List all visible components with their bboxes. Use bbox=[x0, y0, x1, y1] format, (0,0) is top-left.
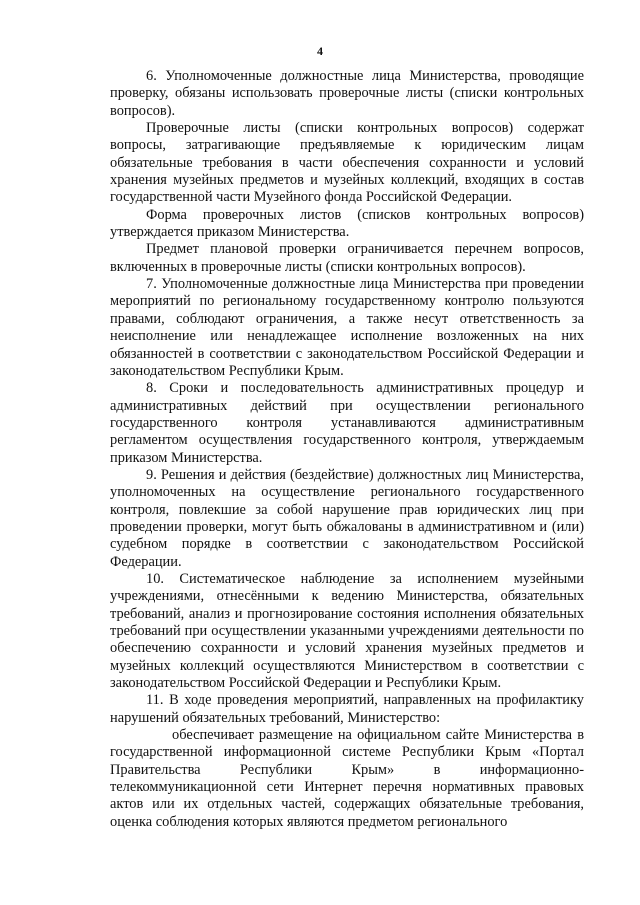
paragraph-11: 11. В ходе проведения мероприятий, направленных на профилактику нарушений обязательных требований, Министерство: bbox=[110, 692, 584, 726]
paragraph-11-item-publication: обеспечивает размещение на официальном сайте Министерства в государственной информационной системе Республики Крым «Портал Правительства Республики Крым» в информационно-телекоммуникационной сети Интернет перечня нормативных правовых актов или их отдельных частей, содержащих обязательные требования, оценка соблюдения которых являются предметом регионального bbox=[110, 727, 584, 830]
page-number: 4 bbox=[317, 44, 323, 58]
paragraph-checklists-content: Проверочные листы (списки контрольных вопросов) содержат вопросы, затрагивающие предъявляемые к юридическим лицам обязательные требования в части обеспечения сохранности и условий хранения музейных предметов и музейных коллекций, входящих в состав государственной части Музейного фонда Российской Федерации. bbox=[110, 120, 584, 206]
paragraph-10: 10. Систематическое наблюдение за исполнением музейными учреждениями, отнесёнными к ведению Министерства, обязательных требований, анализ и прогнозирование состояния исполнения обязательных требований при осуществлении указанными учреждениями деятельности по обеспечению сохранности и условий хранения музейных предметов и музейных коллекций осуществляются Министерством в соответствии с законодательством Российской Федерации и Республики Крым. bbox=[110, 570, 584, 692]
document-body bbox=[110, 68, 584, 831]
paragraph-inspection-subject: Предмет плановой проверки ограничивается перечнем вопросов, включенных в проверочные листы (списки контрольных вопросов). bbox=[110, 241, 584, 275]
paragraph-6: 6. Уполномоченные должностные лица Министерства, проводящие проверку, обязаны использовать проверочные листы (списки контрольных вопросов). bbox=[110, 68, 584, 119]
paragraph-checklist-form: Форма проверочных листов (списков контрольных вопросов) утверждается приказом Министерства. bbox=[110, 206, 584, 241]
paragraph-8: 8. Сроки и последовательность административных процедур и административных действий при осуществлении регионального государственного контроля устанавливаются административным регламентом осуществления государственного контроля, утверждаемым приказом Министерства. bbox=[110, 380, 584, 466]
paragraph-7: 7. Уполномоченные должностные лица Министерства при проведении мероприятий по региональному государственному контролю пользуются правами, соблюдают ограничения, а также несут ответственность за неисполнение или ненадлежащее исполнение возложенных на них обязанностей в соответствии с законодательством Российской Федерации и законодательством Республики Крым. bbox=[110, 276, 584, 379]
paragraph-9: 9. Решения и действия (бездействие) должностных лиц Министерства, уполномоченных на осуществление регионального государственного контроля, повлекшие за собой нарушение прав юридических лиц при проведении проверки, могут быть обжалованы в административном и (или) судебном порядке в соответствии с законодательством Российской Федерации. bbox=[110, 466, 584, 570]
